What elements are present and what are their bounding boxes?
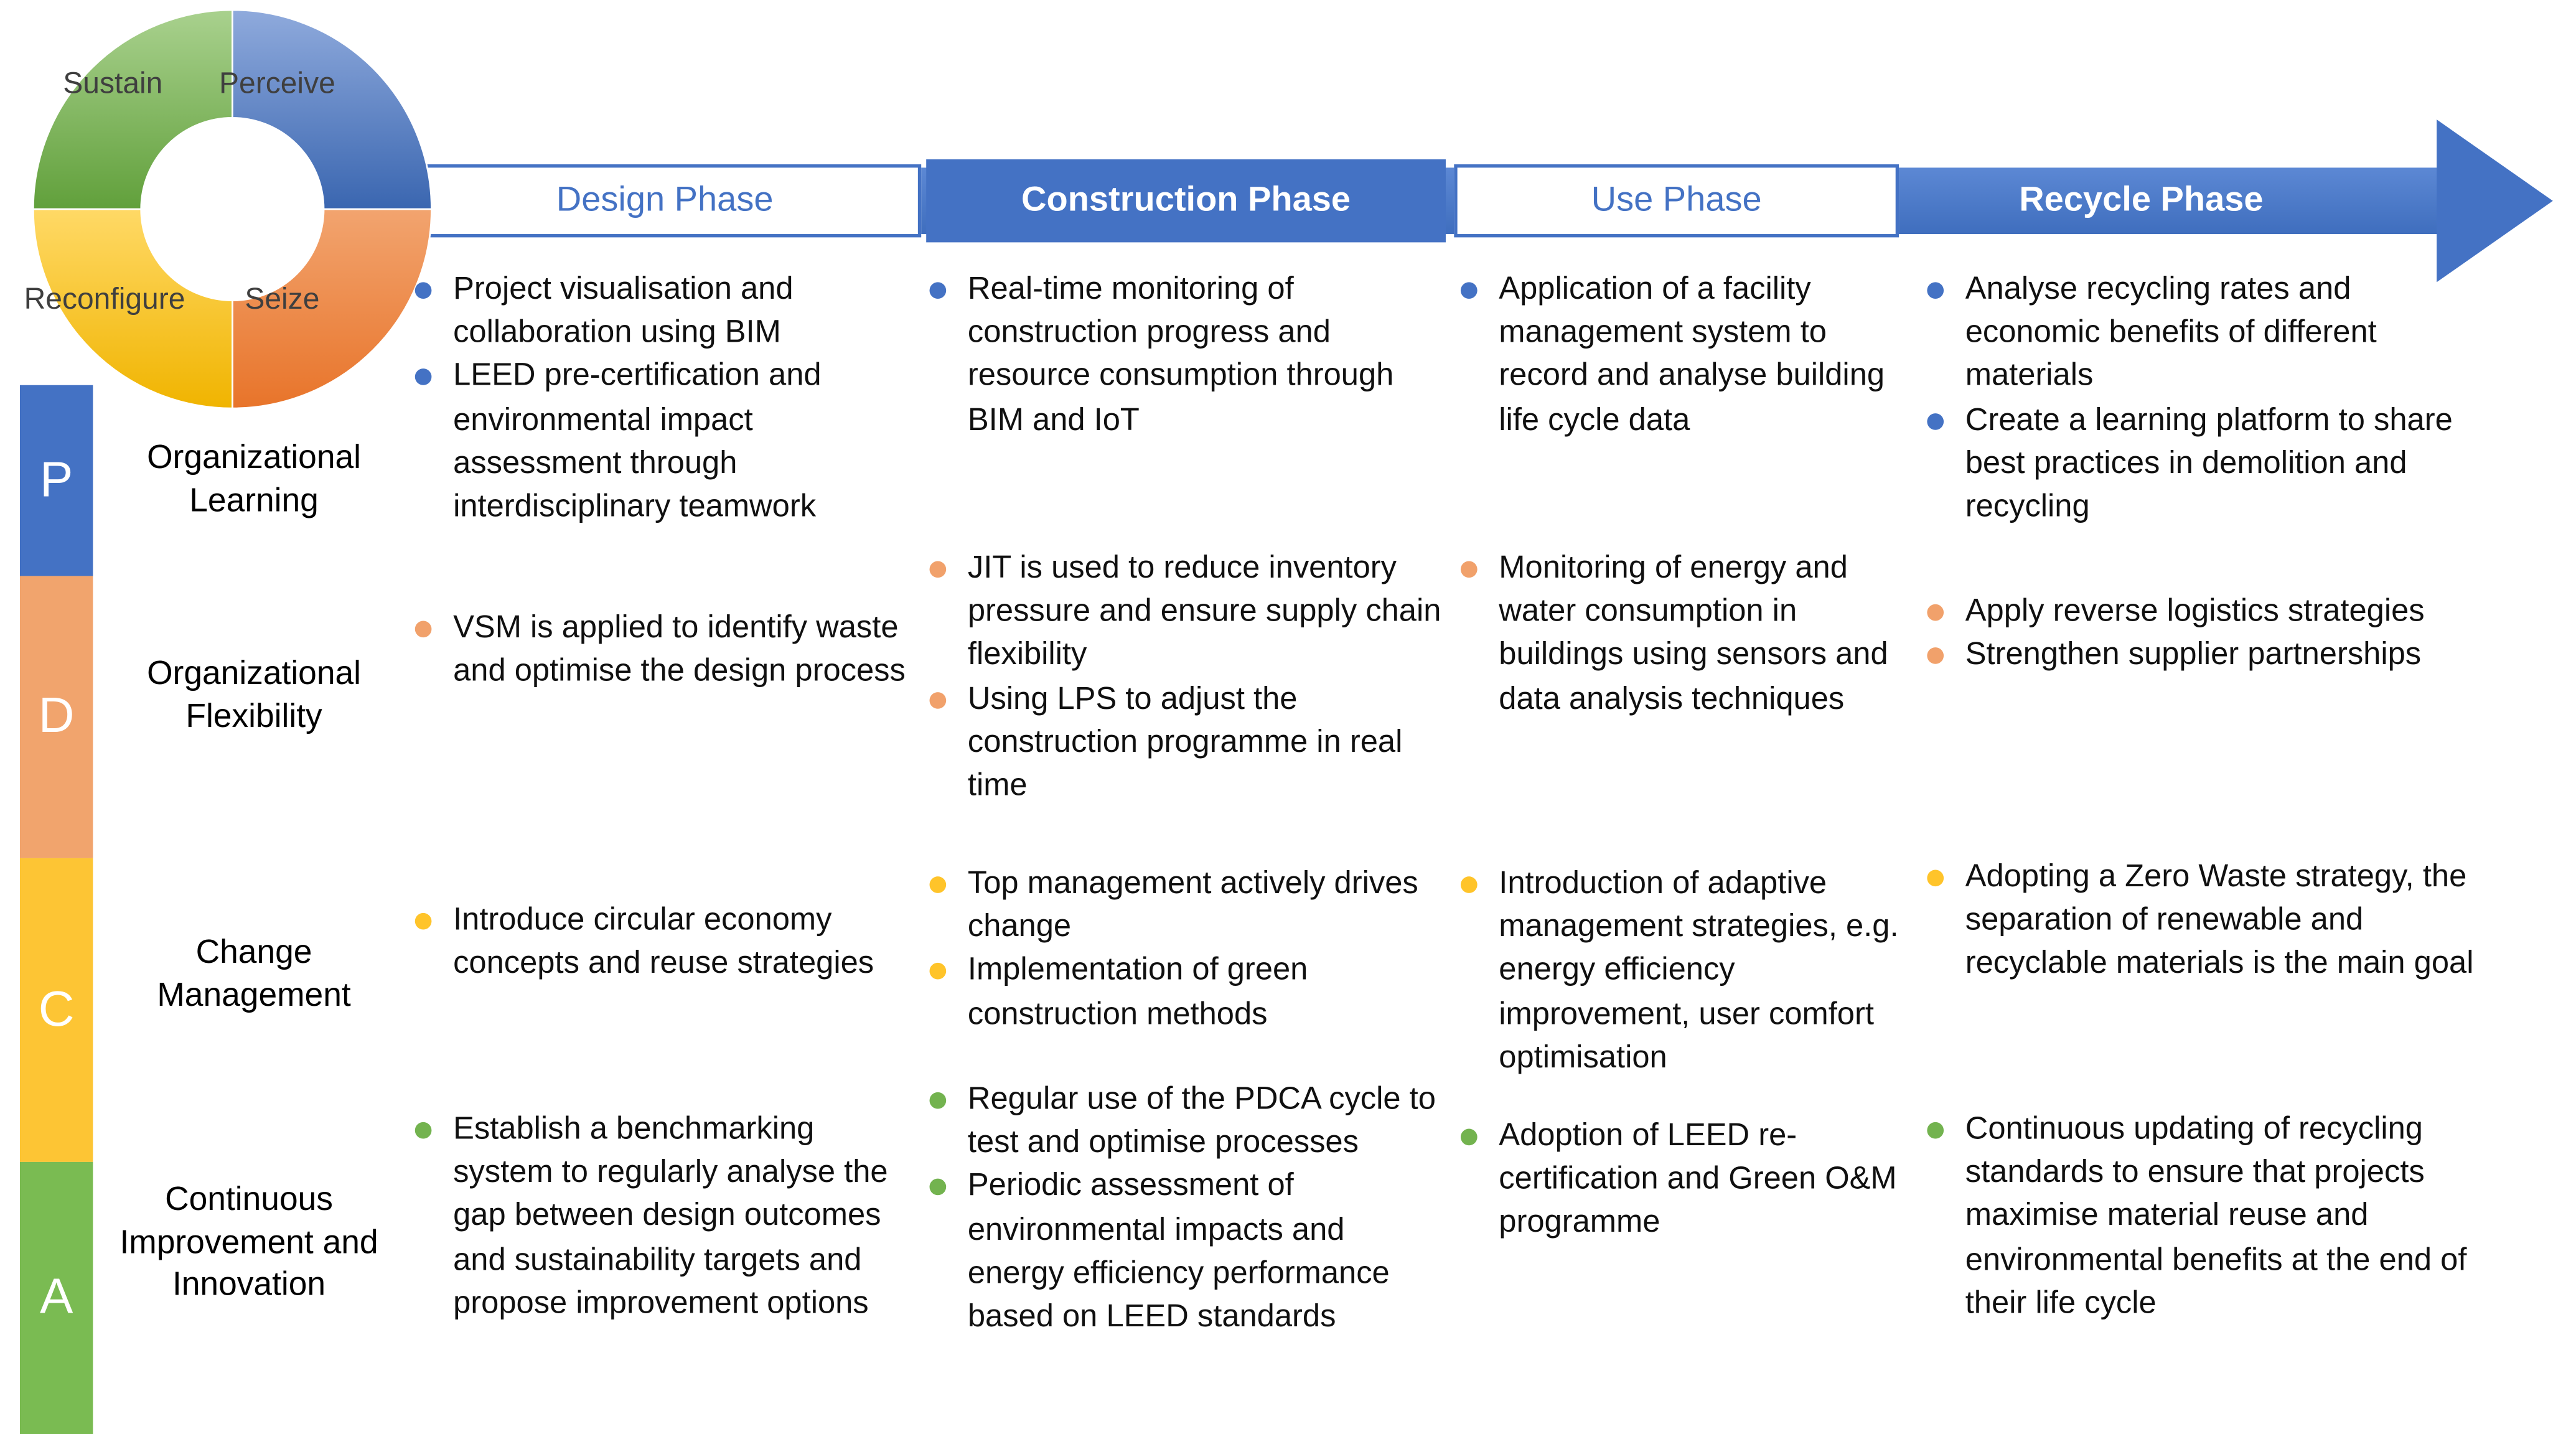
bullet-item: Create a learning platform to share best practices in demolition and recycling — [1922, 400, 2478, 530]
bullet-list — [925, 863, 1448, 1038]
bullet-list — [410, 269, 908, 530]
category-label-learning: Organizational Learning — [147, 439, 362, 519]
bullet-list — [410, 900, 908, 987]
bullet-item: Apply reverse logistics strategies — [1922, 591, 2478, 634]
phase-tab-construction: Construction Phase — [926, 159, 1446, 242]
cell-flexibility-recycle — [1922, 591, 2478, 678]
donut-label-perceive: Perceive — [219, 66, 335, 100]
bullet-list — [410, 607, 908, 695]
category-label-change: Change Management — [157, 934, 351, 1014]
bullet-item: Adoption of LEED re-certification and Green O&M programme — [1456, 1115, 1917, 1246]
cell-learning-design — [410, 269, 908, 530]
bullet-list — [925, 548, 1448, 809]
bullet-list — [1456, 863, 1917, 1081]
cell-change-recycle — [1922, 856, 2478, 987]
donut-label-sustain: Sustain — [63, 66, 163, 100]
phase-tab-recycle: Recycle Phase — [2019, 180, 2264, 220]
bullet-list — [410, 1109, 908, 1327]
arrow-head — [2437, 120, 2553, 282]
bullet-list — [925, 1079, 1448, 1341]
bullet-list — [1456, 269, 1917, 443]
bullet-item: Introduction of adaptive management strategies, e.g. energy efficiency improvement, user comfort optimisation — [1456, 863, 1917, 1081]
cell-change-construction — [925, 863, 1448, 1038]
cell-improvement-construction — [925, 1079, 1448, 1341]
bullet-item: Application of a facility management system to record and analyse building life cycle data — [1456, 269, 1917, 443]
bullet-item: LEED pre-certification and environmental impact assessment through interdisciplinary teamwork — [410, 356, 908, 530]
donut-chart — [27, 3, 438, 415]
bullet-item: Analyse recycling rates and economic benefits of different materials — [1922, 269, 2478, 400]
bullet-item: Top management actively drives change — [925, 863, 1448, 950]
donut-segment-sustain — [33, 10, 232, 209]
cell-change-use — [1456, 863, 1917, 1081]
bullet-item: Strengthen supplier partnerships — [1922, 634, 2478, 678]
bullet-list — [925, 269, 1448, 443]
bullet-item: Real-time monitoring of construction progress and resource consumption through BIM and IoT — [925, 269, 1448, 443]
cell-learning-construction — [925, 269, 1448, 443]
bullet-list — [1922, 269, 2478, 530]
donut-segment-perceive — [232, 10, 431, 209]
bullet-list — [1922, 856, 2478, 987]
bullet-item: JIT is used to reduce inventory pressure and ensure supply chain flexibility — [925, 548, 1448, 678]
donut-label-seize: Seize — [245, 282, 320, 316]
cell-learning-use — [1456, 269, 1917, 443]
cell-change-design — [410, 900, 908, 987]
bullet-item: Implementation of green construction methods — [925, 950, 1448, 1038]
category-label-improvement: Continuous Improvement and Innovation — [119, 1181, 378, 1304]
pdca-letter-c: C — [38, 982, 75, 1037]
bullet-item: Continuous updating of recycling standards to ensure that projects maximise material reuse and environmental benefits at the end of their life cycle — [1922, 1109, 2478, 1327]
pdca-letter-p: P — [39, 452, 73, 507]
cell-flexibility-use — [1456, 548, 1917, 722]
donut-label-reconfigure: Reconfigure — [24, 282, 185, 316]
bullet-item: Establish a benchmarking system to regularly analyse the gap between design outcomes and sustainability targets and propose improvement options — [410, 1109, 908, 1327]
cell-learning-recycle — [1922, 269, 2478, 530]
bullet-list — [1456, 1115, 1917, 1246]
phase-tab-design: Design Phase — [408, 164, 921, 237]
bullet-list — [1922, 1109, 2478, 1327]
bullet-item: Project visualisation and collaboration using BIM — [410, 269, 908, 356]
cell-improvement-design — [410, 1109, 908, 1327]
cell-improvement-use — [1456, 1115, 1917, 1246]
bullet-list — [1456, 548, 1917, 722]
pdca-letter-a: A — [39, 1270, 73, 1325]
bullet-item: Regular use of the PDCA cycle to test and optimise processes — [925, 1079, 1448, 1166]
bullet-item: Introduce circular economy concepts and reuse strategies — [410, 900, 908, 987]
bullet-item: Periodic assessment of environmental impacts and energy efficiency performance based on LEED standards — [925, 1166, 1448, 1340]
cell-flexibility-design — [410, 607, 908, 695]
cell-improvement-recycle — [1922, 1109, 2478, 1327]
pdca-letter-d: D — [38, 688, 75, 744]
bullet-list — [1922, 591, 2478, 678]
bullet-item: VSM is applied to identify waste and optimise the design process — [410, 607, 908, 695]
bullet-item: Adopting a Zero Waste strategy, the separation of renewable and recyclable materials is the main goal — [1922, 856, 2478, 987]
cell-flexibility-construction — [925, 548, 1448, 809]
phase-tab-use: Use Phase — [1454, 164, 1899, 237]
category-label-flexibility: Organizational Flexibility — [147, 655, 362, 735]
bullet-item: Monitoring of energy and water consumption in buildings using sensors and data analysis techniques — [1456, 548, 1917, 722]
bullet-item: Using LPS to adjust the construction programme in real time — [925, 678, 1448, 809]
